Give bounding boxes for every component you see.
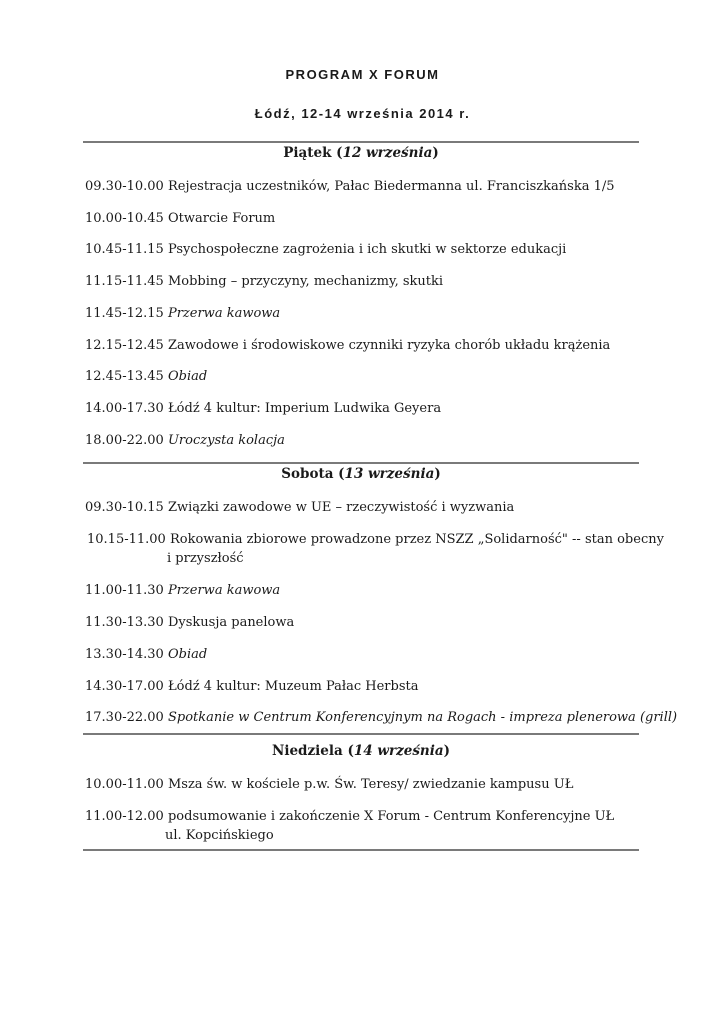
day-label: Piątek: [283, 145, 332, 161]
item-time: 11.00-11.30: [85, 583, 164, 598]
item-text: Spotkanie w Centrum Konferencyjnym na Rogach - impreza plenerowa (grill): [167, 710, 678, 725]
item-time: 14.00-17.30: [85, 401, 164, 416]
item-time: 09.30-10.00: [85, 179, 164, 194]
day-date: 12 września: [342, 145, 433, 161]
item-time: 13.30-14.30: [85, 647, 164, 662]
schedule-item: [85, 677, 639, 696]
item-text: Przerwa kawowa: [167, 306, 281, 321]
item-text-continuation: ul. Kopcińskiego: [165, 828, 274, 843]
day-heading-sunday: Niedziela (14 września): [271, 743, 451, 759]
divider-line: [83, 141, 639, 143]
item-text: Przerwa kawowa: [167, 583, 281, 598]
schedule-item: [85, 581, 639, 600]
schedule-item: [85, 613, 639, 632]
schedule-item: [85, 399, 639, 418]
item-text: podsumowanie i zakończenie X Forum - Centrum Konferencyjne UŁ: [167, 809, 615, 824]
day-date: 13 września: [344, 466, 435, 482]
document-subtitle: Łódź, 12-14 września 2014 r.: [254, 106, 471, 121]
item-time: 11.30-13.30: [85, 615, 164, 630]
day-heading-saturday: Sobota (13 września): [281, 466, 441, 482]
item-text: Obiad: [167, 369, 208, 384]
document-title: PROGRAM X FORUM: [285, 67, 440, 82]
day-date: 14 września: [353, 743, 444, 759]
schedule-item: [85, 775, 639, 794]
item-text: Mobbing – przyczyny, mechanizmy, skutki: [167, 274, 444, 289]
item-text: Msza św. w kościele p.w. Św. Teresy/ zwiedzanie kampusu UŁ: [167, 777, 574, 792]
item-time: 10.45-11.15: [85, 242, 164, 257]
schedule-item: [85, 209, 639, 228]
item-time: 12.15-12.45: [85, 338, 164, 353]
schedule-item: [85, 304, 639, 323]
day-label: Sobota: [281, 466, 334, 482]
divider-line: [83, 733, 639, 735]
schedule-item: [85, 367, 639, 386]
schedule-item: [85, 240, 639, 259]
item-time: 10.15-11.00: [87, 532, 166, 547]
day-label: Niedziela: [271, 743, 343, 759]
item-time: 12.45-13.45: [85, 369, 164, 384]
item-time: 17.30-22.00: [85, 710, 164, 725]
divider-line: [83, 462, 639, 464]
schedule-item: [85, 177, 639, 196]
item-time: 14.30-17.00: [85, 679, 164, 694]
item-text: Łódź 4 kultur: Imperium Ludwika Geyera: [167, 401, 442, 416]
item-text: Związki zawodowe w UE – rzeczywistość i wyzwania: [167, 500, 515, 515]
day-heading-friday: Piątek (12 września): [283, 145, 439, 161]
divider-line: [83, 849, 639, 851]
item-text: Psychospołeczne zagrożenia i ich skutki w sektorze edukacji: [167, 242, 567, 257]
schedule-item: [85, 336, 639, 355]
schedule-item: [85, 272, 639, 291]
item-text: Obiad: [167, 647, 208, 662]
schedule-item: [85, 708, 678, 727]
item-time: 10.00-11.00: [85, 777, 164, 792]
schedule-item: [85, 498, 639, 517]
item-time: 11.15-11.45: [85, 274, 164, 289]
schedule-item: [85, 807, 639, 845]
schedule-item: [85, 645, 639, 664]
item-text: Łódź 4 kultur: Muzeum Pałac Herbsta: [167, 679, 419, 694]
item-time: 09.30-10.15: [85, 500, 164, 515]
item-text: Uroczysta kolacja: [167, 433, 285, 448]
item-time: 11.45-12.15: [85, 306, 164, 321]
item-time: 18.00-22.00: [85, 433, 164, 448]
item-text: Zawodowe i środowiskowe czynniki ryzyka chorób układu krążenia: [167, 338, 611, 353]
schedule-item: [85, 431, 639, 450]
item-text: Rejestracja uczestników, Pałac Biedermanna ul. Franciszkańska 1/5: [167, 179, 615, 194]
item-time: 10.00-10.45: [85, 211, 164, 226]
item-text: Otwarcie Forum: [167, 211, 276, 226]
item-text-continuation: i przyszłość: [167, 551, 244, 566]
item-text: Dyskusja panelowa: [167, 615, 295, 630]
item-text: Rokowania zbiorowe prowadzone przez NSZZ „Solidarność" -- stan obecny: [169, 532, 664, 547]
item-time: 11.00-12.00: [85, 809, 164, 824]
schedule-item: [87, 530, 664, 568]
